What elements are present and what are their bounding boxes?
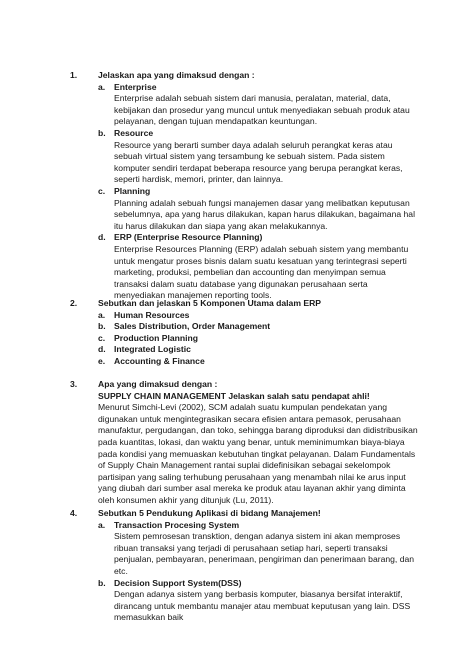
list-item — [98, 356, 420, 368]
item-title: Transaction Procesing System — [114, 519, 240, 530]
item-letter: e. — [98, 355, 106, 366]
item-title: Enterprise — [114, 81, 157, 92]
question-1 — [70, 70, 420, 302]
question-2 — [70, 298, 420, 368]
list-item — [98, 520, 420, 578]
item-letter: d. — [98, 344, 106, 355]
list-item — [98, 310, 420, 322]
item-title: Decision Support System(DSS) — [114, 577, 242, 588]
item-letter: a. — [98, 81, 106, 92]
item-letter: a. — [98, 519, 106, 530]
list-item — [98, 344, 420, 356]
list-item — [98, 333, 420, 345]
list-item — [98, 578, 420, 624]
item-text: Dengan adanya sistem yang berbasis komputer, biasanya bersifat interaktif, dirancang untuk membantu manajer atau membuat keputusan yang lain. DSS memasukkan baik — [114, 589, 411, 623]
question-title: Sebutkan dan jelaskan 5 Komponen Utama dalam ERP — [98, 298, 322, 308]
item-letter: b. — [98, 127, 106, 138]
item-title: Integrated Logistic — [114, 344, 191, 355]
question-number: 4. — [70, 508, 78, 518]
item-letter: b. — [98, 577, 106, 588]
question-number: 3. — [70, 379, 78, 389]
list-item — [98, 321, 420, 333]
list-item — [98, 186, 420, 232]
question-number: 1. — [70, 70, 78, 80]
question-number: 2. — [70, 298, 78, 308]
item-title: ERP (Enterprise Resource Planning) — [114, 232, 263, 243]
item-letter: c. — [98, 332, 106, 343]
list-item — [98, 82, 420, 128]
item-letter: d. — [98, 232, 106, 243]
item-letter: b. — [98, 321, 106, 332]
item-title: Accounting & Finance — [114, 355, 205, 366]
question-title: Apa yang dimaksud dengan : — [98, 379, 218, 389]
item-text: Resource yang berarti sumber daya adalah seluruh perangkat keras atau sebuah virtual sistem yang tersambung ke sebuah sistem. Pada sistem komputer sendiri terdapat beberapa resource yang berupa perangkat keras, seperti hardisk, memori, printer, dan lainnya. — [114, 139, 403, 185]
question-4 — [70, 508, 420, 624]
item-title: Planning — [114, 185, 151, 196]
answer-text: Menurut Simchi-Levi (2002), SCM adalah suatu kumpulan pendekatan yang digunakan untuk mengintegrasikan secara efisien antara pemasok, perusahaan manufaktur, pergudangan, dan toko, sehingga barang diproduksi dan didistribusikan pada kuantitas, lokasi, dan waktu yang benar, untuk meminimumkan biaya-biaya pada kondisi yang memuaskan kebutuhan tingkat pelayanan. Dalam Fundamentals of Supply Chain Management rantai suplai didefinisikan sebagai sekelompok partisipan yang saling terhubung perusahaan yang menambah nilai ke arus input yang diubah dari sumber asal mereka ke produk atau layanan akhir yang diminta oleh konsumen akhir yang ditunjuk (Lu, 2011). — [98, 402, 418, 505]
item-text: Enterprise adalah sebuah sistem dari manusia, peralatan, material, data, kebijakan dan prosedur yang muncul untuk menyediakan sebuah produk atau pelayanan, dengan tujuan mendapatkan keuntungan. — [114, 93, 410, 127]
question-subtitle: SUPPLY CHAIN MANAGEMENT Jelaskan salah satu pendapat ahli! — [98, 390, 370, 401]
list-item — [98, 128, 420, 186]
item-title: Production Planning — [114, 332, 199, 343]
item-title: Resource — [114, 127, 154, 138]
question-3 — [70, 379, 420, 507]
item-text: Planning adalah sebuah fungsi manajemen dasar yang melibatkan keputusan sebelumnya, apa yang harus dilakukan, kapan harus dilakukan, bagaimana hal itu harus dilakukan dan siapa yang akan melakukannya. — [114, 197, 415, 231]
item-title: Sales Distribution, Order Management — [114, 321, 271, 332]
question-title: Sebutkan 5 Pendukung Aplikasi di bidang Manajemen! — [98, 508, 321, 518]
question-title: Jelaskan apa yang dimaksud dengan : — [98, 70, 255, 80]
item-title: Human Resources — [114, 309, 190, 320]
item-letter: c. — [98, 185, 106, 196]
item-letter: a. — [98, 309, 106, 320]
item-text: Enterprise Resources Planning (ERP) adalah sebuah sistem yang membantu untuk mengatur proses bisnis dalam suatu kesatuan yang terintegrasi seperti marketing, produksi, pembelian dan accounting dan menyimpan semua transaksi dalam suatu database yang digunakan perusahaan serta menyediakan manajemen reporting tools. — [114, 243, 409, 301]
item-text: Sistem pemrosesan transktion, dengan adanya sistem ini akan memproses ribuan transaksi yang terjadi di perusahaan setiap hari, seperti transaksi penjualan, pembayaran, penerimaan, pengiriman dan penerimaan barang, dan etc. — [114, 531, 415, 576]
list-item — [98, 232, 420, 302]
